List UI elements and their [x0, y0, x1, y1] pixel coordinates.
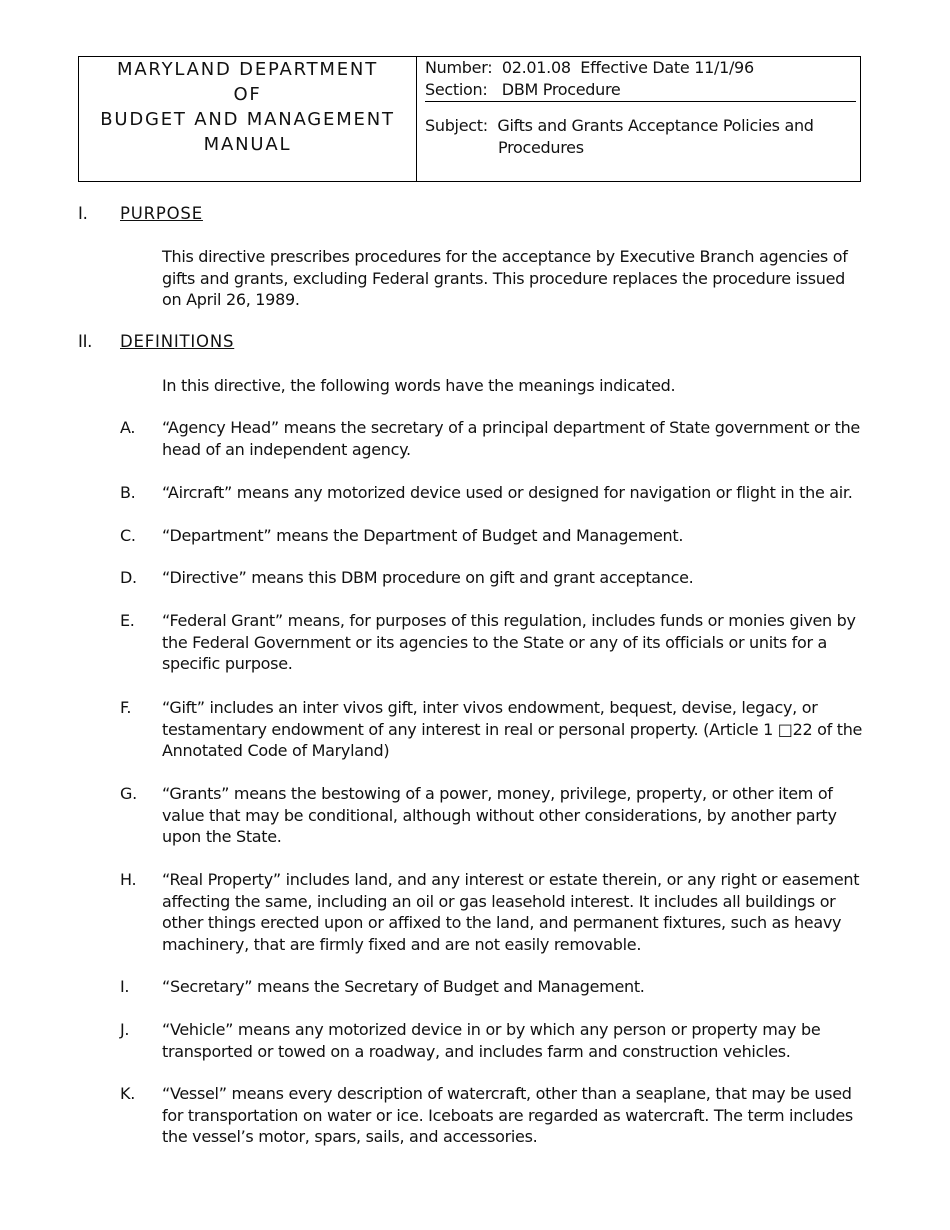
document-section: Section: DBM Procedure: [425, 80, 621, 99]
section-heading-definitions: [78, 332, 234, 351]
definition-item: [120, 567, 872, 589]
section-title: DEFINITIONS: [120, 332, 235, 351]
definition-item: [120, 417, 872, 460]
definition-letter: E.: [120, 611, 135, 630]
org-line: OF: [233, 84, 262, 105]
purpose-paragraph: This directive prescribes procedures for the acceptance by Executive Branch agencies of gifts and grants, excluding Federal grants. This procedure replaces the procedure issued on April 26, 1989.: [162, 247, 848, 309]
definition-letter: F.: [120, 698, 132, 717]
org-line: MARYLAND DEPARTMENT: [116, 59, 378, 80]
definition-letter: B.: [120, 483, 136, 502]
definition-letter: K.: [120, 1084, 135, 1103]
subject-block: [425, 115, 856, 159]
subject-line-1: Gifts and Grants Acceptance Policies and: [497, 116, 814, 135]
definition-text: “Federal Grant” means, for purposes of this regulation, includes funds or monies given by the Federal Government or its agencies to the State or any of its officials or units for a specific purpose.: [162, 611, 856, 673]
definition-letter: D.: [120, 568, 137, 587]
definition-text: “Directive” means this DBM procedure on gift and grant acceptance.: [162, 568, 694, 587]
organization-title: [79, 57, 417, 181]
definition-text: “Vehicle” means any motorized device in or by which any person or property may be transported or towed on a roadway, and includes farm and construction vehicles.: [162, 1020, 821, 1061]
org-line: BUDGET AND MANAGEMENT: [100, 109, 395, 130]
number-section-block: [425, 57, 856, 102]
definition-item: [120, 1083, 872, 1148]
definition-text: “Department” means the Department of Budget and Management.: [162, 526, 684, 545]
section-title: PURPOSE: [120, 204, 203, 223]
section-heading-purpose: [78, 204, 203, 223]
definition-letter: C.: [120, 526, 136, 545]
definition-letter: I.: [120, 977, 130, 996]
org-line: MANUAL: [203, 134, 292, 155]
definition-item: [120, 525, 872, 547]
document-number: Number: 02.01.08 Effective Date 11/1/96: [425, 58, 754, 77]
definition-item: [120, 869, 872, 955]
definition-text: “Grants” means the bestowing of a power, money, privilege, property, or other item of value that may be conditional, although without other considerations, by another party upon the State.: [162, 784, 837, 846]
definition-item: [120, 482, 872, 504]
definition-item: [120, 1019, 872, 1062]
subject-line-2: Procedures: [498, 138, 584, 157]
definition-item: [120, 610, 872, 675]
definition-text: “Aircraft” means any motorized device used or designed for navigation or flight in the air.: [162, 483, 853, 502]
definition-item: [120, 697, 872, 762]
definition-text: “Real Property” includes land, and any interest or estate therein, or any right or easement affecting the same, including an oil or gas leasehold interest. It includes all buildings or other things erected upon or affixed to the land, and permanent fixtures, such as heavy machinery, that are firmly fixed and are not easily removable.: [162, 870, 860, 954]
definition-item: [120, 976, 872, 998]
definition-letter: G.: [120, 784, 137, 803]
definition-text: “Agency Head” means the secretary of a principal department of State government or the head of an independent agency.: [162, 418, 860, 459]
definition-text: “Vessel” means every description of watercraft, other than a seaplane, that may be used for transportation on water or ice. Iceboats are regarded as watercraft. The term includes the vessel’s motor, spars, sails, and accessories.: [162, 1084, 853, 1146]
document-header: [78, 56, 861, 182]
definition-text: “Secretary” means the Secretary of Budget and Management.: [162, 977, 645, 996]
definitions-intro: In this directive, the following words have the meanings indicated.: [162, 376, 676, 395]
subject-label: Subject:: [425, 116, 498, 135]
document-info: [417, 57, 860, 181]
definition-item: [120, 783, 872, 848]
section-number: II.: [78, 332, 93, 351]
definition-letter: J.: [120, 1020, 130, 1039]
definition-text: “Gift” includes an inter vivos gift, inter vivos endowment, bequest, devise, legacy, or testamentary endowment of any interest in real or personal property. (Article 1 □22 of the Annotated Code of Maryland): [162, 698, 863, 760]
definition-letter: A.: [120, 418, 136, 437]
definition-letter: H.: [120, 870, 137, 889]
section-number: I.: [78, 204, 88, 223]
